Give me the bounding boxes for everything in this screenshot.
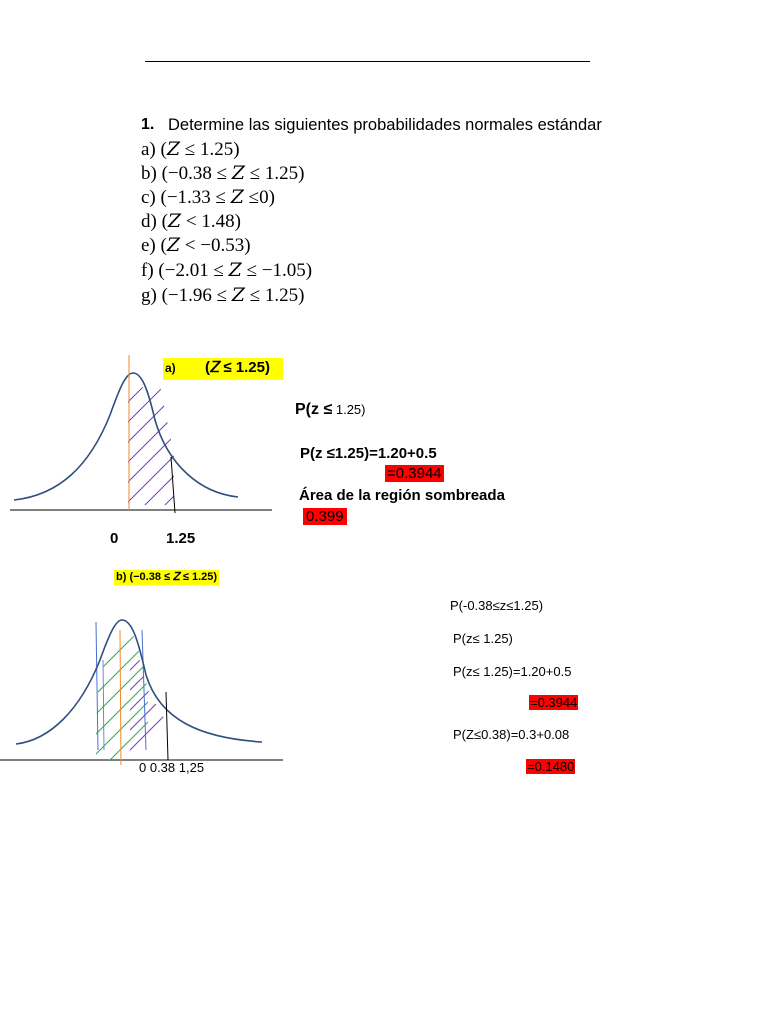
question-number: 1.: [141, 116, 155, 133]
z125-line-a: [171, 457, 175, 513]
part-a-result2: 0.399: [303, 508, 347, 525]
part-b-heading: b) (−0.38 ≤ 𝑍 ≤ 1.25): [116, 571, 218, 583]
part-a-line1-main: P(z ≤: [295, 401, 333, 418]
part-b-line3: P(z≤ 1.25)=1.20+0.5: [453, 664, 572, 679]
part-a-axis-125: 1.25: [166, 530, 196, 547]
part-a-line1-small: 1.25): [332, 402, 366, 417]
question-title: Determine las siguientes probabilidades normales estándar: [168, 116, 602, 134]
part-a-axis-0: 0: [110, 530, 119, 547]
bell-curve-a: [14, 373, 238, 500]
part-a-line1: [295, 401, 365, 419]
part-a-label: a): [165, 361, 176, 375]
header-rule: [145, 61, 590, 62]
hatch-a: [110, 340, 190, 560]
normal-curve-a: [0, 345, 280, 545]
question-item-a: a) (𝑍 ≤ 1.25): [141, 139, 240, 160]
part-b-axis-labels: 0 0.38 1,25: [139, 760, 205, 775]
part-b-line2: P(z≤ 1.25): [453, 631, 513, 646]
part-a-area-label: Área de la región sombreada: [299, 487, 505, 504]
part-a-line2: P(z ≤1.25)=1.20+0.5: [300, 445, 437, 462]
part-b-line1: P(-0.38≤z≤1.25): [450, 598, 544, 613]
bell-curve-b: [16, 620, 262, 744]
question-item-c: c) (−1.33 ≤ 𝑍 ≤0): [141, 187, 275, 208]
part-b-line4: P(Z≤0.38)=0.3+0.08: [453, 727, 570, 742]
hatch-b-purple: [110, 610, 190, 770]
part-b-result1: =0.3944: [530, 695, 578, 710]
question-item-b: b) (−0.38 ≤ 𝑍 ≤ 1.25): [141, 163, 305, 184]
question-item-e: e) (𝑍 < −0.53): [141, 235, 251, 256]
question-item-f: f) (−2.01 ≤ 𝑍 ≤ −1.05): [141, 260, 313, 281]
part-b-result2: =0.1480: [527, 759, 575, 774]
part-a-result1: =0.3944: [387, 465, 442, 482]
z125-line-b: [166, 692, 168, 760]
zero-line-b: [120, 630, 121, 765]
part-a-expr: (𝑍 ≤ 1.25): [205, 359, 270, 376]
question-item-d: d) (𝑍 < 1.48): [141, 211, 241, 232]
question-item-g: g) (−1.96 ≤ 𝑍 ≤ 1.25): [141, 285, 305, 306]
